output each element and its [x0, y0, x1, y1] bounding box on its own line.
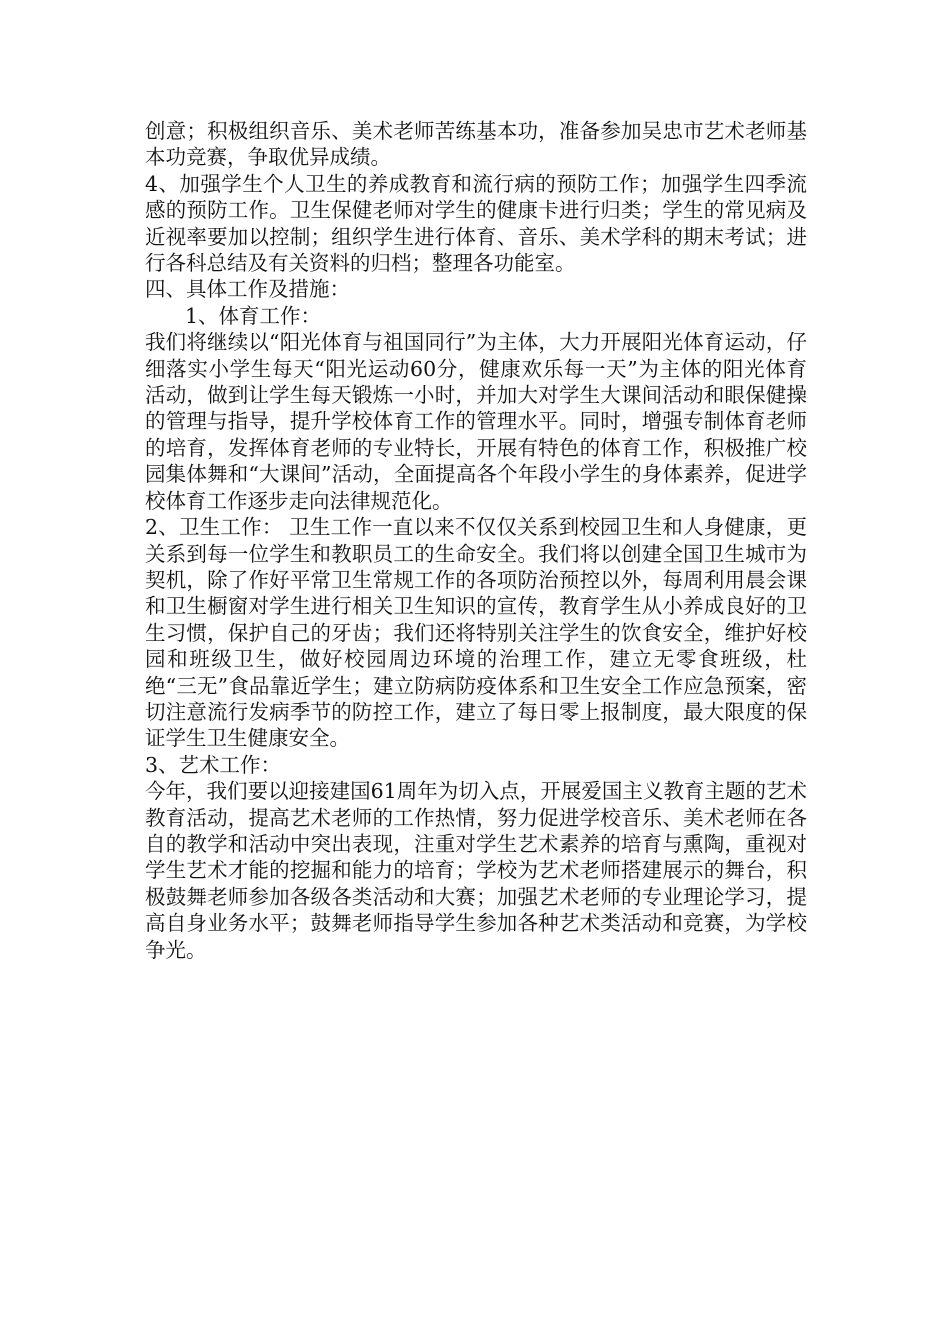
document-body [145, 118, 807, 963]
paragraph-item-4-hygiene: 4、加强学生个人卫生的养成教育和流行病的预防工作；加强学生四季流感的预防工作。卫生保健老师对学生的健康卡进行归类；学生的常见病及近视率要加以控制；组织学生进行体育、音乐、美术学科的期末考试；进行各科总结及有关资料的归档；整理各功能室。 [145, 171, 807, 276]
paragraph-art-training-continued: 创意；积极组织音乐、美术老师苦练基本功，准备参加吴忠市艺术老师基本功竞赛，争取优异成绩。 [145, 119, 807, 170]
subheading-art-work: 3、艺术工作： [145, 752, 282, 777]
paragraph-health-work: 2、卫生工作： 卫生工作一直以来不仅仅关系到校园卫生和人身健康，更关系到每一位学生和教职员工的生命安全。我们将以创建全国卫生城市为契机，除了作好平常卫生常规工作的各项防治预控以外，每周利用晨会课和卫生橱窗对学生进行相关卫生知识的宣传，教育学生从小养成良好的卫生习惯，保护自己的牙齿；我们还将特别关注学生的饮食安全，维护好校园和班级卫生，做好校园周边环境的治理工作，建立无零食班级，杜绝“三无”食品靠近学生；建立防病防疫体系和卫生安全工作应急预案，密切注意流行发病季节的防控工作，建立了每日零上报制度，最大限度的保证学生卫生健康安全。 [145, 515, 807, 751]
section-heading-measures: 四、具体工作及措施： [145, 277, 350, 302]
paragraph-sports-work: 我们将继续以“阳光体育与祖国同行”为主体，大力开展阳光体育运动，仔细落实小学生每天“阳光运动60分，健康欢乐每一天”为主体的阳光体育活动，做到让学生每天锻炼一小时，并加大对学生大课间活动和眼保健操的管理与指导，提升学校体育工作的管理水平。同时，增强专制体育老师的培育，发挥体育老师的专业特长，开展有特色的体育工作，积极推广校园集体舞和“大课间”活动，全面提高各个年段小学生的身体素养，促进学校体育工作逐步走向法律规范化。 [145, 330, 807, 513]
paragraph-art-work: 今年，我们要以迎接建国61周年为切入点，开展爱国主义教育主题的艺术教育活动，提高艺术老师的工作热情，努力促进学校音乐、美术老师在各自的教学和活动中突出表现，注重对学生艺术素养的培育与熏陶，重视对学生艺术才能的挖掘和能力的培育；学校为艺术老师搭建展示的舞台，积极鼓舞老师参加各级各类活动和大赛；加强艺术老师的专业理论学习，提高自身业务水平；鼓舞老师指导学生参加各种艺术类活动和竞赛，为学校争光。 [145, 779, 807, 962]
subheading-sports-work: 1、体育工作： [185, 303, 322, 328]
